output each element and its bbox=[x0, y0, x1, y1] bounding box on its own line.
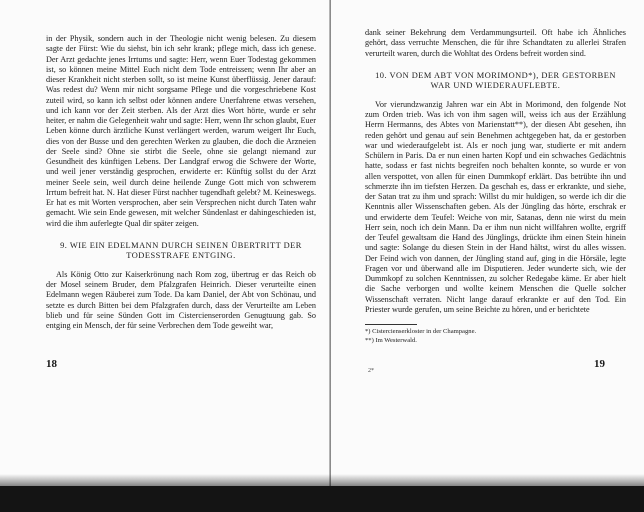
right-page bbox=[331, 0, 644, 488]
footnote-1: *) Cistercienserkloster in der Champagne. bbox=[365, 328, 477, 335]
left-paragraph-continued: in der Physik, sondern auch in der Theologie nicht wenig belesen. Zu diesem sagte der Fürst: Wie du siehst, bin ich sehr krank; pflege mich, dass ich genese. Der Arzt gedachte jenes Irrtums und sagte: Herr, wenn Euer Todestag gekommen ist, so können meine Mittel Euch nicht dem Tode entreissen; wenn Ihr aber an dieser Krankheit nicht sterben sollt, so ist meine Kunst überflüssig. Jener darauf: Was redest du? Wenn mir nicht sorgsame Pflege und die vorgeschriebene Kost zuteil wird, so kann ich selbst oder können andere Unerfahrene etwas versehen, und ich kann vor der Zeit sterben. Als der Arzt dies Wort hörte, wurde er sehr heiter, er nahm die Gelegenheit wahr und sagte: Herr, wenn Ihr schon glaubt, Euer Leben könne durch ärztliche Kunst verlängert werden, warum weigert Ihr Euch, dies von der Busse und den gerechten Werken zu glauben, die doch die Arzneien der Seele sind? Ohne sie stirbt die Seele, ohne sie gelangt niemand zur Gesundheit des künftigen Lebens. Der Landgraf erwog die Schwere der Worte, und weil jener verständig gesprochen, erwiderte er: Künftig sollst du der Arzt meiner Seele sein, weil durch deine heilende Zunge Gott mich von schwerem Irrtum befreit hat. N. Hat dieser Fürst nachher tugendhaft gelebt? M. Keineswegs. Er hat es mit Worten versprochen, aber sein Versprechen nicht durch Taten wahr gemacht. Wie sein Ende gewesen, mit welcher Sündenlast er dahingeschieden ist, wird die ihm auferlegte Qual dir später zeigen. bbox=[46, 34, 316, 228]
signature-mark: 2* bbox=[368, 368, 374, 374]
footnote-rule bbox=[365, 324, 417, 325]
right-paragraph-chapter-10: Vor vierundzwanzig Jahren war ein Abt in Morimond, den folgende Not zum Orden trieb. Was ich von ihm sagen will, weiss ich aus der Erzählung Herrn Hermanns, des Abtes von Marienstatt**), der diesen Abt gesehen, ihn reden gehört und genau auf sein Benehmen achtgegeben hat, da er gestorben war und wiederaufgelebt ist. Als er noch jung war, studierte er mit andern Schülern in Paris. Da er nun einen harten Kopf und ein schwaches Gedächtnis hatte, sodass er fast nichts begreifen noch behalten konnte, so wurde er von allen verspottet, von allen für einen Dummkopf erklärt. Das betrübte ihn und schmerzte ihn im tiefsten Herzen. Da geschah es, dass er erkrankte, und siehe, der Satan trat zu ihm und sprach: Willst du mir huldigen, so werde ich dir die Kenntnis aller Wissenschaften geben. Als der Jüngling das hörte, erschrak er und erwiderte dem Teufel: Weiche von mir, Satanas, denn nie wirst du mein Herr sein, noch ich dein Mann. Da er ihm nun nicht willfahren wollte, ergriff der Teufel gewaltsam die Hand des Jünglings, drückte ihm einen Stein hinein und sagte: Solange du diesen Stein in der Hand hältst, wirst du alles wissen. Der Feind wich von dannen, der Jüngling stand auf, ging in die Hörsäle, legte Fragen vor und überwand alle im Disputieren. Jeder wunderte sich, wie der Dummkopf zu solchen Kenntnissen, zu solcher Redegabe käme. Er aber hielt die Sache verborgen und wollte keinem Menschen die Quelle solcher Wissenschaft verraten. Nicht lange darauf erkrankte er auf den Tod. Ein Priester wurde gerufen, um seine Beichte zu hören, und er berichtete bbox=[365, 99, 626, 314]
page-number-right: 19 bbox=[594, 358, 605, 370]
chapter-heading-9: 9. WIE EIN EDELMANN DURCH SEINEN ÜBERTRITT DER TODESSTRAFE ENTGING. bbox=[60, 240, 302, 261]
left-page bbox=[0, 0, 330, 488]
footnotes bbox=[365, 321, 626, 345]
scan-border bbox=[0, 486, 644, 512]
left-paragraph-chapter-9: Als König Otto zur Kaiserkrönung nach Rom zog, übertrug er das Reich ob der Mosel seinem Bruder, dem Pfalzgrafen Heinrich. Dieser verurteilte einen Edelmann wegen Räuberei zum Tode. Da kam Daniel, der Abt von Schönau, und setzte es durch Bitten bei dem Pfalzgrafen durch, dass der Verurteilte am Leben blieb und für seine Sünden Gott im Cistercienserorden Genugtuung gab. So entging ein Mensch, der für seine Verbrechen dem Tode geweiht war, bbox=[46, 269, 316, 330]
footnote-2: **) Im Westerwald. bbox=[365, 336, 417, 344]
chapter-heading-10: 10. VON DEM ABT VON MORIMOND*), DER GESTORBEN WAR UND WIEDERAUFLEBTE. bbox=[375, 70, 616, 91]
right-paragraph-continued: dank seiner Bekehrung dem Verdammungsurteil. Oft habe ich Ähnliches gehört, dass verruchte Menschen, die für ihre Schandtaten zu allerlei Strafen verurteilt waren, durch die Wohltat des Ordens befreit worden sind. bbox=[365, 28, 626, 58]
page-number-left: 18 bbox=[46, 358, 57, 370]
